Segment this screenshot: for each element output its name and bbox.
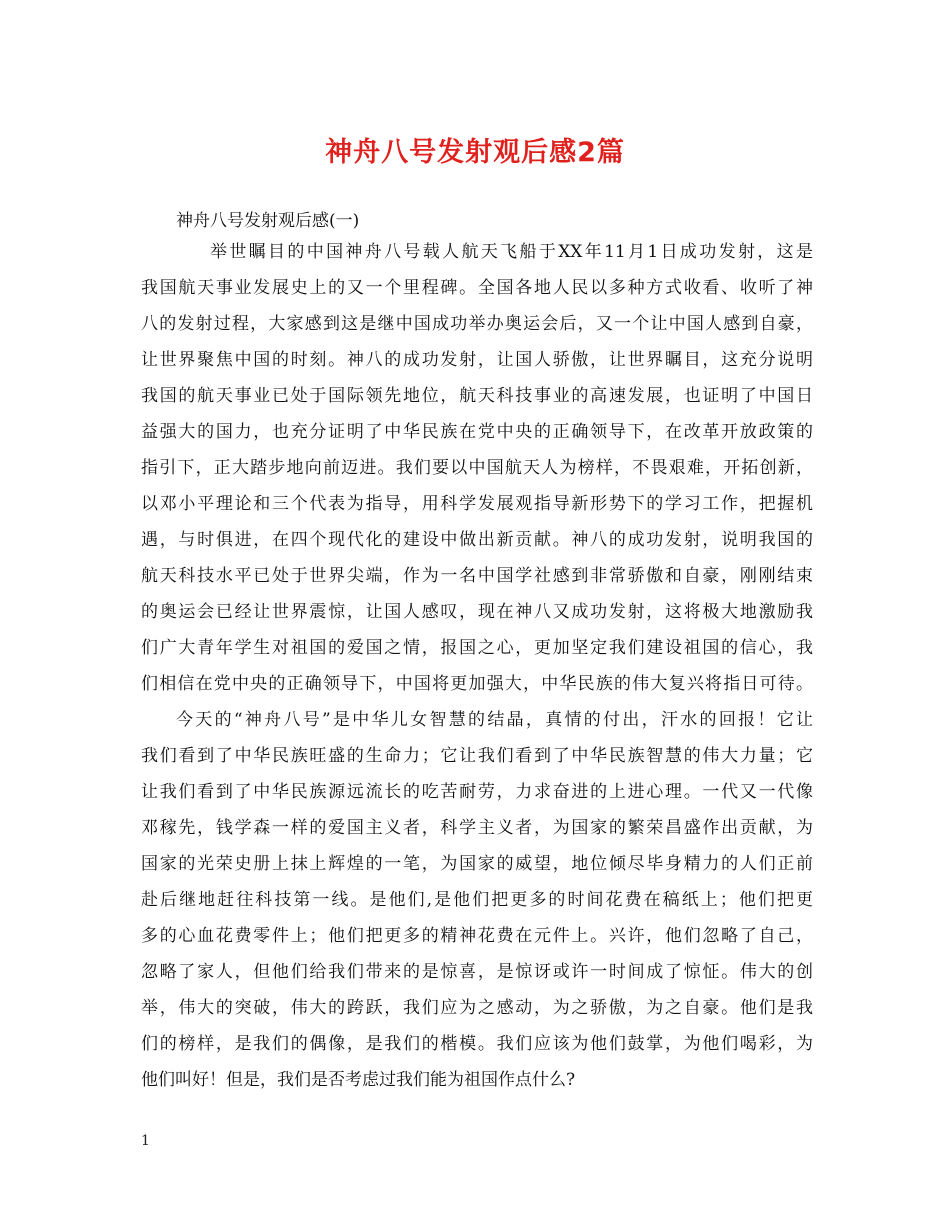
body-line: 们的榜样，是我们的偶像，是我们的楷模。我们应该为他们鼓掌，为他们喝彩，为 <box>141 1034 813 1054</box>
page-number: 1 <box>141 1133 150 1149</box>
body-line: 我国航天事业发展史上的又一个里程碑。全国各地人民以多种方式收看、收听了神 <box>141 278 813 298</box>
body-line: 今天的“神舟八号”是中华儿女智慧的结晶，真情的付出，汗水的回报！它让 <box>176 710 813 730</box>
body-line: 航天科技水平已处于世界尖端，作为一名中国学社感到非常骄傲和自豪，刚刚结束 <box>141 566 813 586</box>
body-line: 八的发射过程，大家感到这是继中国成功举办奥运会后，又一个让中国人感到自豪， <box>141 314 813 334</box>
body-line: 指引下，正大踏步地向前迈进。我们要以中国航天人为榜样，不畏艰难，开拓创新， <box>141 458 813 478</box>
body-line: 让我们看到了中华民族源远流长的吃苦耐劳，力求奋进的上进心理。一代又一代像 <box>141 782 813 802</box>
body-line: 们广大青年学生对祖国的爱国之情，报国之心，更加坚定我们建设祖国的信心，我 <box>141 638 813 658</box>
body-line: 忽略了家人，但他们给我们带来的是惊喜，是惊讶或许一时间成了惊怔。伟大的创 <box>141 962 813 982</box>
body-line: 我国的航天事业已处于国际领先地位，航天科技事业的高速发展，也证明了中国日 <box>141 386 813 406</box>
body-line: 赴后继地赶往科技第一线。是他们,是他们把更多的时间花费在稿纸上；他们把更 <box>141 890 813 910</box>
body-line: 国家的光荣史册上抹上辉煌的一笔，为国家的威望，地位倾尽毕身精力的人们正前 <box>141 854 813 874</box>
section-heading: 神舟八号发射观后感(一) <box>176 211 360 231</box>
body-line: 让世界聚焦中国的时刻。神八的成功发射，让国人骄傲，让世界瞩目，这充分说明 <box>141 350 813 370</box>
body-line: 的奥运会已经让世界震惊，让国人感叹，现在神八又成功发射，这将极大地激励我 <box>141 602 813 622</box>
document-title: 神舟八号发射观后感2篇 <box>325 137 625 168</box>
body-line: 多的心血花费零件上；他们把更多的精神花费在元件上。兴许，他们忽略了自己， <box>141 926 813 946</box>
body-line: 我们看到了中华民族旺盛的生命力；它让我们看到了中华民族智慧的伟大力量；它 <box>141 746 813 766</box>
body-line: 益强大的国力，也充分证明了中华民族在党中央的正确领导下，在改革开放政策的 <box>141 422 813 442</box>
body-line: 邓稼先，钱学森一样的爱国主义者，科学主义者，为国家的繁荣昌盛作出贡献，为 <box>141 818 813 838</box>
body-line: 他们叫好！但是，我们是否考虑过我们能为祖国作点什么? <box>141 1070 576 1090</box>
body-line: 们相信在党中央的正确领导下，中国将更加强大，中华民族的伟大复兴将指日可待。 <box>141 674 813 694</box>
body-line: 举，伟大的突破，伟大的跨跃，我们应为之感动，为之骄傲，为之自豪。他们是我 <box>141 998 813 1018</box>
body-line: 举世瞩目的中国神舟八号载人航天飞船于XX年11月1日成功发射，这是 <box>210 242 813 262</box>
body-line: 遇，与时俱进，在四个现代化的建设中做出新贡献。神八的成功发射，说明我国的 <box>141 530 813 550</box>
body-line: 以邓小平理论和三个代表为指导，用科学发展观指导新形势下的学习工作，把握机 <box>141 494 813 514</box>
